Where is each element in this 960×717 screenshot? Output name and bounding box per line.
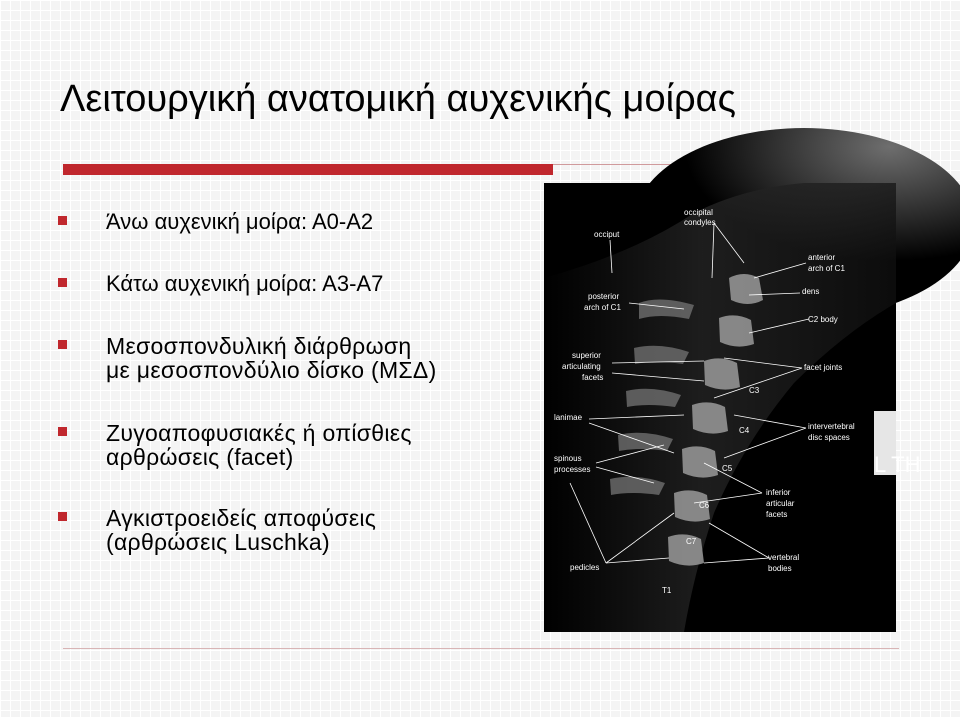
bullet-square-icon [58, 278, 67, 287]
bullet-text-line-2: (αρθρώσεις Luschka) [106, 529, 330, 555]
label-t1: T1 [662, 586, 672, 595]
label-spinous: spinous [554, 454, 582, 463]
label-c5: C5 [722, 464, 733, 473]
label-intervertebral: intervertebral [808, 422, 855, 431]
label-processes: processes [554, 465, 591, 474]
bullet-text: Άνω αυχενική μοίρα: Α0-Α2 [106, 209, 374, 234]
bullet-text-line-1: Αγκιστροειδείς αποφύσεις [106, 505, 377, 531]
label-facets-superior: facets [582, 373, 604, 382]
bullet-text-line-2: αρθρώσεις (facet) [106, 444, 294, 470]
label-anterior: anterior [808, 253, 836, 262]
label-vertebral: vertebral [768, 553, 800, 562]
label-dens: dens [802, 287, 820, 296]
label-bodies: bodies [768, 564, 792, 573]
label-posterior: posterior [588, 292, 620, 301]
title-underline-red [63, 164, 553, 175]
label-c4: C4 [739, 426, 750, 435]
label-c7: C7 [686, 537, 697, 546]
slide-title: Λειτουργική ανατομική αυχενικής μοίρας [60, 78, 736, 120]
label-inferior: inferior [766, 488, 791, 497]
label-facets-inferior: facets [766, 510, 788, 519]
label-edge-text: L TH [874, 452, 921, 477]
label-pedicles: pedicles [570, 563, 600, 572]
label-arch-c1-posterior: arch of C1 [584, 303, 621, 312]
bullet-square-icon [58, 427, 67, 436]
label-articular: articular [766, 499, 795, 508]
bullet-text: Κάτω αυχενική μοίρα: Α3-Α7 [106, 271, 384, 296]
label-articulating: articulating [562, 362, 601, 371]
bullet-square-icon [58, 512, 67, 521]
footer-divider [63, 648, 899, 649]
label-occipital: occipital [684, 208, 713, 217]
label-occiput: occiput [594, 230, 620, 239]
label-arch-c1-anterior: arch of C1 [808, 264, 845, 273]
cervical-spine-xray-image [544, 183, 921, 632]
label-c6: C6 [699, 501, 710, 510]
label-disc-spaces: disc spaces [808, 433, 850, 442]
bullet-text-line-2: με μεσοσπονδύλιο δίσκο (ΜΣΔ) [106, 357, 437, 383]
label-laminae: lanimae [554, 413, 583, 422]
label-c2-body: C2 body [808, 315, 838, 324]
bullet-text-line-1: Ζυγοαποφυσιακές ή οπίσθιες [106, 420, 412, 446]
label-c3: C3 [749, 386, 760, 395]
xray-illustration [544, 183, 921, 632]
bullet-text-line-1: Μεσοσπονδυλική διάρθρωση [106, 333, 412, 359]
label-condyles: condyles [684, 218, 716, 227]
bullet-square-icon [58, 216, 67, 225]
bullet-square-icon [58, 340, 67, 349]
label-facet-joints: facet joints [804, 363, 843, 372]
label-superior: superior [572, 351, 601, 360]
